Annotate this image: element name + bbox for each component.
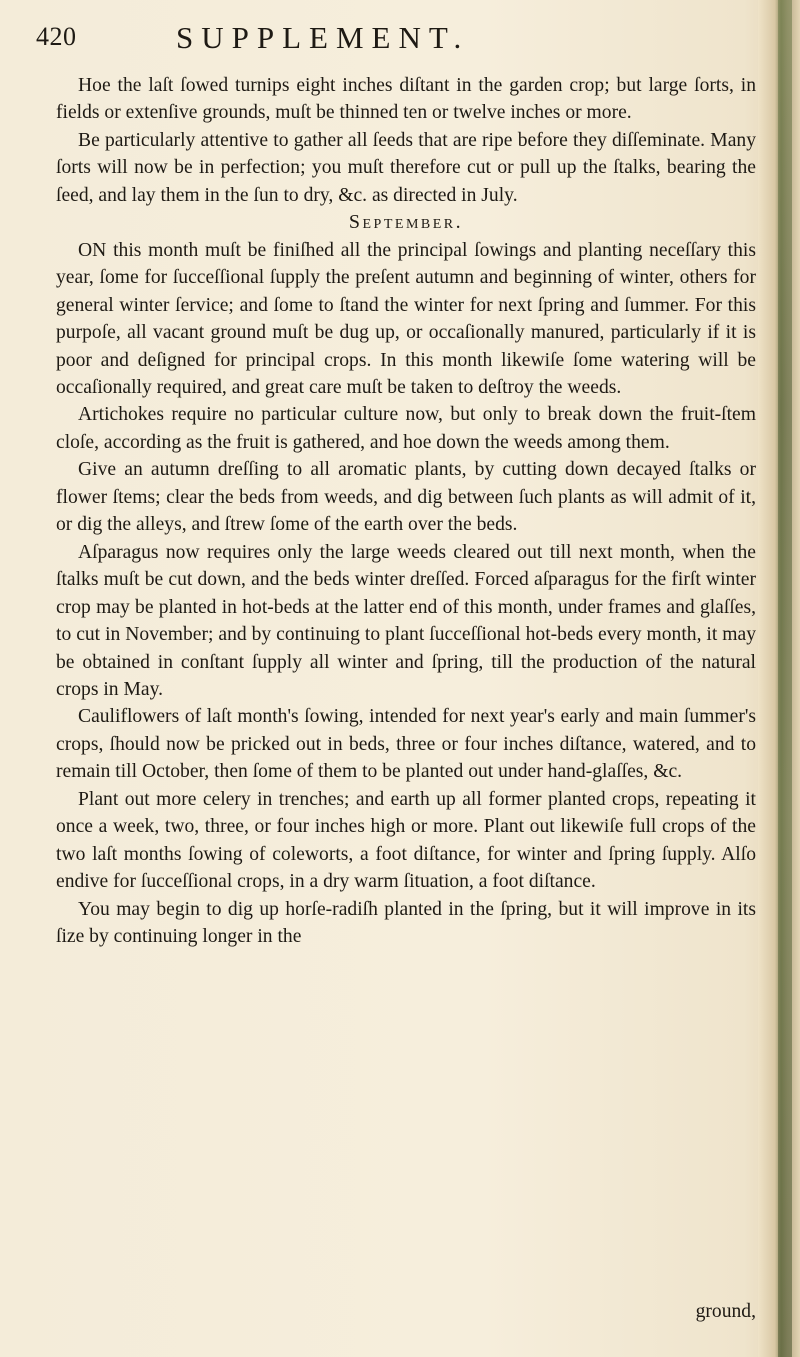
page-number: 420 bbox=[36, 22, 77, 51]
paragraph: Be particularly attentive to gather all ſeeds that are ripe before they diſſeminate. Many ſorts will now be in perfection; you muſt therefore cut or pull up the ſtalks, bearing the ſeed, and lay them in the ſun to dry, &c. as directed in July. bbox=[56, 129, 756, 206]
paragraph: Aſparagus now requires only the large weeds cleared out till next month, when the ſtalks muſt be cut down, and the beds winter dreſſed. Forced aſparagus for the firſt winter crop may be planted in hot-beds at the latter end of this month, under frames and glaſſes, to cut in November; and by continuing to plant ſucceſſional hot-beds every month, it may be obtained in conſtant ſupply all winter and ſpring, till the production of the natural crops in May. bbox=[56, 541, 756, 700]
paragraph: ON this month muſt be finiſhed all the principal ſowings and planting neceſſary this year, ſome for ſucceſſional ſupply the preſent autumn and beginning of winter, others for general winter ſervice; and ſome to ſtand the winter for next ſpring and ſummer. For this purpoſe, all vacant ground muſt be dug up, or occaſionally manured, particularly if it is poor and deſigned for principal crops. In this month likewiſe ſome watering will be occaſionally required, and great care muſt be taken to deſtroy the weeds. bbox=[56, 239, 756, 398]
paragraph: Hoe the laſt ſowed turnips eight inches diſtant in the garden crop; but large ſorts, in fields or extenſive grounds, muſt be thinned ten or twelve inches or more. bbox=[56, 75, 756, 124]
page-header bbox=[36, 20, 756, 60]
paragraph: Give an autumn dreſſing to all aromatic plants, by cutting down decayed ſtalks or flower ſtems; clear the beds from weeds, and dig between ſuch plants as will admit of it, or dig the alleys, and ſtrew ſome of the earth over the beds. bbox=[56, 459, 756, 536]
body-text bbox=[56, 72, 756, 951]
paragraph: Artichokes require no particular culture now, but only to break down the fruit-ſtem cloſe, according as the fruit is gathered, and hoe down the weeds among them. bbox=[56, 404, 756, 453]
paragraph: Cauliflowers of laſt month's ſowing, intended for next year's early and main ſummer's crops, ſhould now be pricked out in beds, three or four inches diſtance, watered, and to remain till October, then ſome of them to be planted out under hand-glaſſes, &c. bbox=[56, 706, 756, 783]
running-head: SUPPLEMENT. bbox=[176, 20, 470, 55]
paragraph: You may begin to dig up horſe-radiſh planted in the ſpring, but it will improve in its ſize by continuing longer in the bbox=[56, 898, 756, 948]
section-heading: September. bbox=[348, 211, 464, 234]
paragraph: Plant out more celery in trenches; and earth up all former planted crops, repeating it once a week, two, three, or four inches high or more. Plant out likewiſe full crops of the two laſt months ſowing of coleworts, a foot diſtance, for winter and ſpring ſupply. Alſo endive for ſucceſſional crops, in a dry warm ſituation, a foot diſtance. bbox=[56, 788, 756, 893]
binding-edge bbox=[778, 0, 792, 1357]
catchword: ground, bbox=[695, 1301, 756, 1322]
